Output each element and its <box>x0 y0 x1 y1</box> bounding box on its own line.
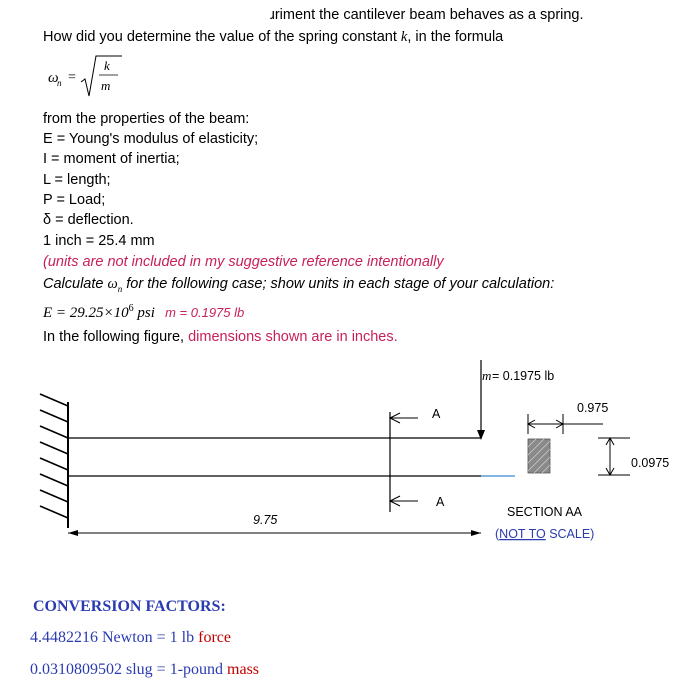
height-label: 0.0975 <box>631 456 670 470</box>
question-line <box>43 28 503 46</box>
length-label: 9.75 <box>253 513 278 527</box>
formula-lhs: ω <box>48 70 59 86</box>
question-var: k <box>400 29 408 45</box>
conversion-line-2 <box>30 661 259 679</box>
natural-frequency-formula <box>44 52 124 102</box>
wall-hatching <box>40 394 68 518</box>
figure-note <box>43 328 398 346</box>
conversion-1-red: force <box>198 629 231 646</box>
property-item: L = length; <box>43 172 111 188</box>
section-mark-top: A <box>432 407 441 421</box>
calc-var: ω <box>107 276 118 292</box>
cantilever-diagram <box>0 350 682 550</box>
intro-title-line: ɹriment the cantilever beam behaves as a spring. <box>270 7 584 23</box>
property-item: P = Load; <box>43 192 106 208</box>
length-arrow-left <box>68 530 78 536</box>
conversion-title: CONVERSION FACTORS: <box>33 598 226 615</box>
properties-lead: from the properties of the beam: <box>43 111 250 127</box>
given-mass: m = 0.1975 lb <box>165 305 245 320</box>
figure-note-highlight: dimensions shown are in inches. <box>188 329 398 345</box>
given-e: E = 29.25×10 <box>43 305 129 321</box>
mass-label-value: = 0.1975 lb <box>492 369 555 383</box>
calc-prefix: Calculate <box>43 276 108 292</box>
formula-eq: = <box>68 70 76 85</box>
length-arrow-right <box>471 530 481 536</box>
property-item: 1 inch = 25.4 mm <box>43 233 155 249</box>
calculate-line <box>43 275 554 298</box>
property-item: I = moment of inertia; <box>43 151 180 167</box>
formula-lhs-sub: n <box>57 78 62 88</box>
scale-note-rest: SCALE) <box>545 527 595 541</box>
conversion-1-main: 4.4482216 Newton = 1 lb <box>30 629 199 646</box>
calc-var-sub: n <box>117 283 123 294</box>
width-label: 0.975 <box>577 401 609 415</box>
question-suffix: , in the formula <box>407 29 504 45</box>
property-item: δ = deflection. <box>43 212 134 228</box>
property-item: E = Young's modulus of elasticity; <box>43 131 259 147</box>
formula-den: m <box>101 78 111 93</box>
conversion-line-1 <box>30 629 231 647</box>
section-mark-bottom: A <box>436 495 445 509</box>
conversion-2-red: mass <box>227 661 260 678</box>
units-note: (units are not included in my suggestive reference intentionally <box>43 254 444 270</box>
given-values <box>43 303 244 322</box>
section-title: SECTION AA <box>507 505 583 519</box>
given-e-unit: psi <box>133 305 155 321</box>
scale-note <box>495 527 594 541</box>
scale-note-not-to: NOT TO <box>499 527 546 541</box>
formula-num: k <box>104 58 110 73</box>
calc-suffix: for the following case; show units in each stage of your calculation: <box>122 276 555 292</box>
mass-label-var: m <box>482 368 492 383</box>
conversion-2-main: 0.0310809502 slug = 1-pound <box>30 661 228 678</box>
scale-note-open: ( <box>495 527 500 541</box>
given-e-exp: 6 <box>128 303 134 314</box>
figure-note-prefix: In the following figure, <box>43 329 189 345</box>
question-prefix: How did you determine the value of the spring constant <box>43 29 401 45</box>
